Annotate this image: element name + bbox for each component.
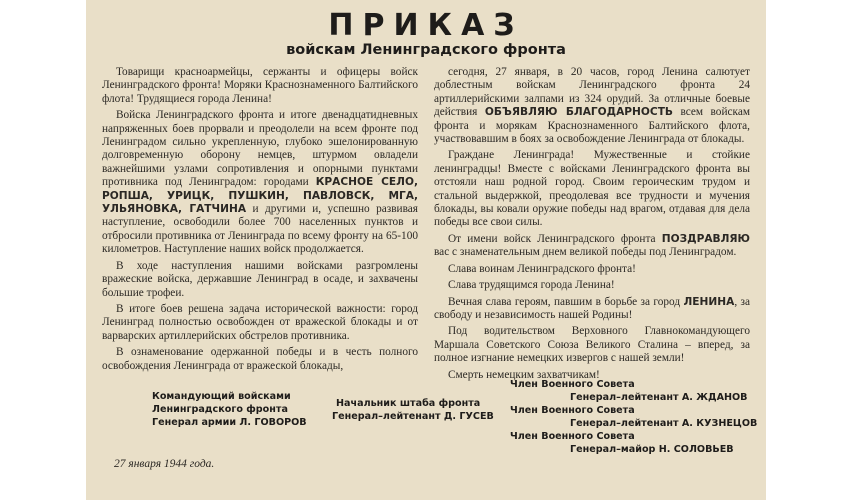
document-subtitle: войскам Ленинградского фронта xyxy=(286,42,566,58)
signature-commander: Командующий войсками Ленинградского фронта Генерал армии Л. ГОВОРОВ xyxy=(152,391,307,428)
paragraph-breakthrough: Войска Ленинградского фронта и итоге двенадцатидневных напряженных боев прорвали и преодолели на всем фронте под Ленинградом сильно укрепленную, глубоко эшелонированную долговременную оборону немцев, штурмом овладели важнейшими узлами сопротивления и опорными пунктами противника под Ленинградом: городами КРАСНОЕ СЕЛО, РОПША, УРИЦК, ПУШКИН, ПАВЛОВСК, МГА, УЛЬЯНОВКА, ГАТЧИНА и другими и, успешно развивая наступление, освободили более 700 населенных пунктов и отбросили противника от Ленинграда по всему фронту на 65-100 километров. Наступление наших войск продолжается. xyxy=(102,109,419,256)
paragraph-salute: сегодня, 27 января, в 20 часов, город Ленина салютует доблестным войскам Ленинградского фронта 24 артиллерийскими залпами из 324 орудий. За отличные боевые действия ОБЪЯВЛЯЮ БЛАГОДАРНОСТЬ всем войскам фронта и морякам Краснознаменного Балтийского флота, участвовавшим в боях за освобождение Ленинграда от блокады. xyxy=(434,66,750,146)
right-column xyxy=(434,66,750,385)
paragraph-address: Товарищи красноармейцы, сержанты и офицеры войск Ленинградского фронта! Моряки Краснознаменного Балтийского флота! Трудящиеся города Ленина! xyxy=(102,66,418,105)
paragraph-death: Смерть немецким захватчикам! xyxy=(448,368,600,381)
paragraph-commemoration: В ознаменование одержанной победы и в честь полного освобождения Ленинграда от вражеской блокады, xyxy=(102,346,418,372)
signature-chief-of-staff: Начальник штаба фронта Генерал–лейтенант Д. ГУСЕВ xyxy=(332,398,494,422)
gratitude-declaration: ОБЪЯВЛЯЮ БЛАГОДАРНОСТЬ xyxy=(484,106,673,119)
document-date: 27 января 1944 года. xyxy=(114,458,215,470)
congratulate-word: ПОЗДРАВЛЯЮ xyxy=(661,232,750,245)
paragraph-forward: Под водительством Верховного Главнокомандующего Маршала Советского Союза Великого Сталина – вперед, за полное изгнание немецких извергов с нашей земли! xyxy=(434,325,750,365)
paragraph-historic-task: В итоге боев решена задача исторической важности: город Ленинград полностью освобожден от вражеской блокады и от варварских артиллерийских обстрелов противника. xyxy=(102,302,418,342)
left-column xyxy=(102,66,418,376)
document-title: ПРИКАЗ xyxy=(328,8,524,43)
signature-council: Член Военного Совета Генерал–лейтенант А. ЖДАНОВ Член Военного Совета Генерал–лейтенант А. КУЗНЕЦОВ Член Военного Совета Генерал–майор Н. СОЛОВЬЕВ xyxy=(510,379,758,455)
glory-soldiers: Слава воинам Ленинградского фронта! xyxy=(448,262,636,275)
liberated-towns: КРАСНОЕ СЕЛО, РОПША, УРИЦК, ПУШКИН, ПАВЛОВСК, МГА, УЛЬЯНОВКА, ГАТЧИНА xyxy=(102,176,418,216)
paragraph-congratulation: От имени войск Ленинградского фронта ПОЗДРАВЛЯЮ вас с знаменательным днем великой победы под Ленинградом. xyxy=(434,232,750,259)
order-document xyxy=(86,0,766,500)
paragraph-defeat: В ходе наступления нашими войсками разгромлены вражеские войска, державшие Ленинград в осаде, и захвачены большие трофеи. xyxy=(102,259,418,299)
lenin-word: ЛЕНИНА xyxy=(683,295,735,308)
paragraph-eternal-glory: Вечная слава героям, павшим в борьбе за город ЛЕНИНА, за свободу и независимость нашей Родины! xyxy=(434,295,751,321)
paragraph-citizens: Граждане Ленинграда! Мужественные и стойкие ленинградцы! Вместе с войсками Ленинградского фронта вы отстояли наш родной город. Своим героическим трудом и стальной выдержкой, преодолевая все трудности и мучения блокады, вы ковали оружие победы над врагом, отдавая для дела победы все свои силы. xyxy=(434,149,750,229)
glory-workers: Слава трудящимся города Ленина! xyxy=(448,279,615,292)
